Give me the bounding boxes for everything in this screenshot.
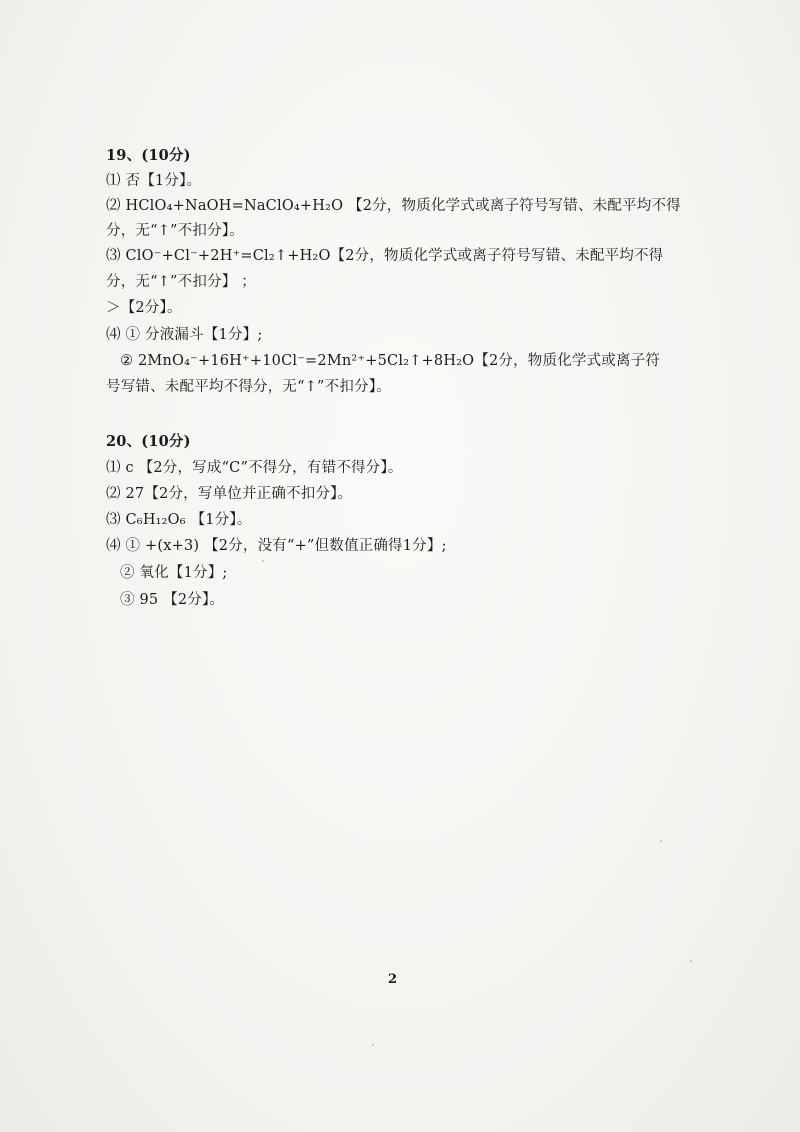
q19-header: 19、(10分): [106, 147, 191, 164]
q19-part3-line1: ⑶ ClO⁻+Cl⁻+2H⁺=Cl₂↑+H₂O【2分，物质化学式或离子符号写错、未配平均不得: [106, 248, 664, 264]
q19-part2-line1: ⑵ HClO₄+NaOH=NaClO₄+H₂O 【2分，物质化学式或离子符号写错、未配平均不得: [106, 198, 681, 214]
q20-part1: ⑴ c 【2分，写成“C”不得分，有错不得分】。: [106, 460, 403, 476]
page-number: 2: [388, 972, 398, 987]
q20-part4-line2: ② 氧化【1分】;: [120, 565, 228, 581]
q19-part3-line3: ＞【2分】。: [106, 300, 182, 316]
q20-part3: ⑶ C₆H₁₂O₆ 【1分】。: [106, 512, 252, 528]
scan-speck: [262, 560, 264, 562]
q19-part4-line1: ⑷ ① 分液漏斗【1分】;: [106, 327, 263, 343]
scan-speck: [372, 1044, 374, 1046]
q20-part4-line1: ⑷ ① +(x+3) 【2分，没有“+”但数值正确得1分】;: [106, 538, 447, 554]
q19-part1: ⑴ 否【1分】。: [106, 173, 202, 189]
q19-part4-line3: 号写错、未配平均不得分，无“↑”不扣分】。: [106, 379, 391, 395]
scan-speck: [660, 840, 662, 842]
scan-speck: [690, 960, 692, 962]
q20-part2: ⑵ 27【2分，写单位并正确不扣分】。: [106, 486, 353, 502]
q19-part4-line2: ② 2MnO₄⁻+16H⁺+10Cl⁻=2Mn²⁺+5Cl₂↑+8H₂O【2分，物质化学式或离子符: [120, 353, 661, 369]
q20-header: 20、(10分): [106, 433, 191, 450]
q19-part3-line2: 分，无“↑”不扣分】 ；: [106, 274, 256, 290]
q20-part4-line3: ③ 95 【2分】。: [120, 592, 225, 608]
q19-part2-line2: 分，无“↑”不扣分】。: [106, 223, 244, 239]
